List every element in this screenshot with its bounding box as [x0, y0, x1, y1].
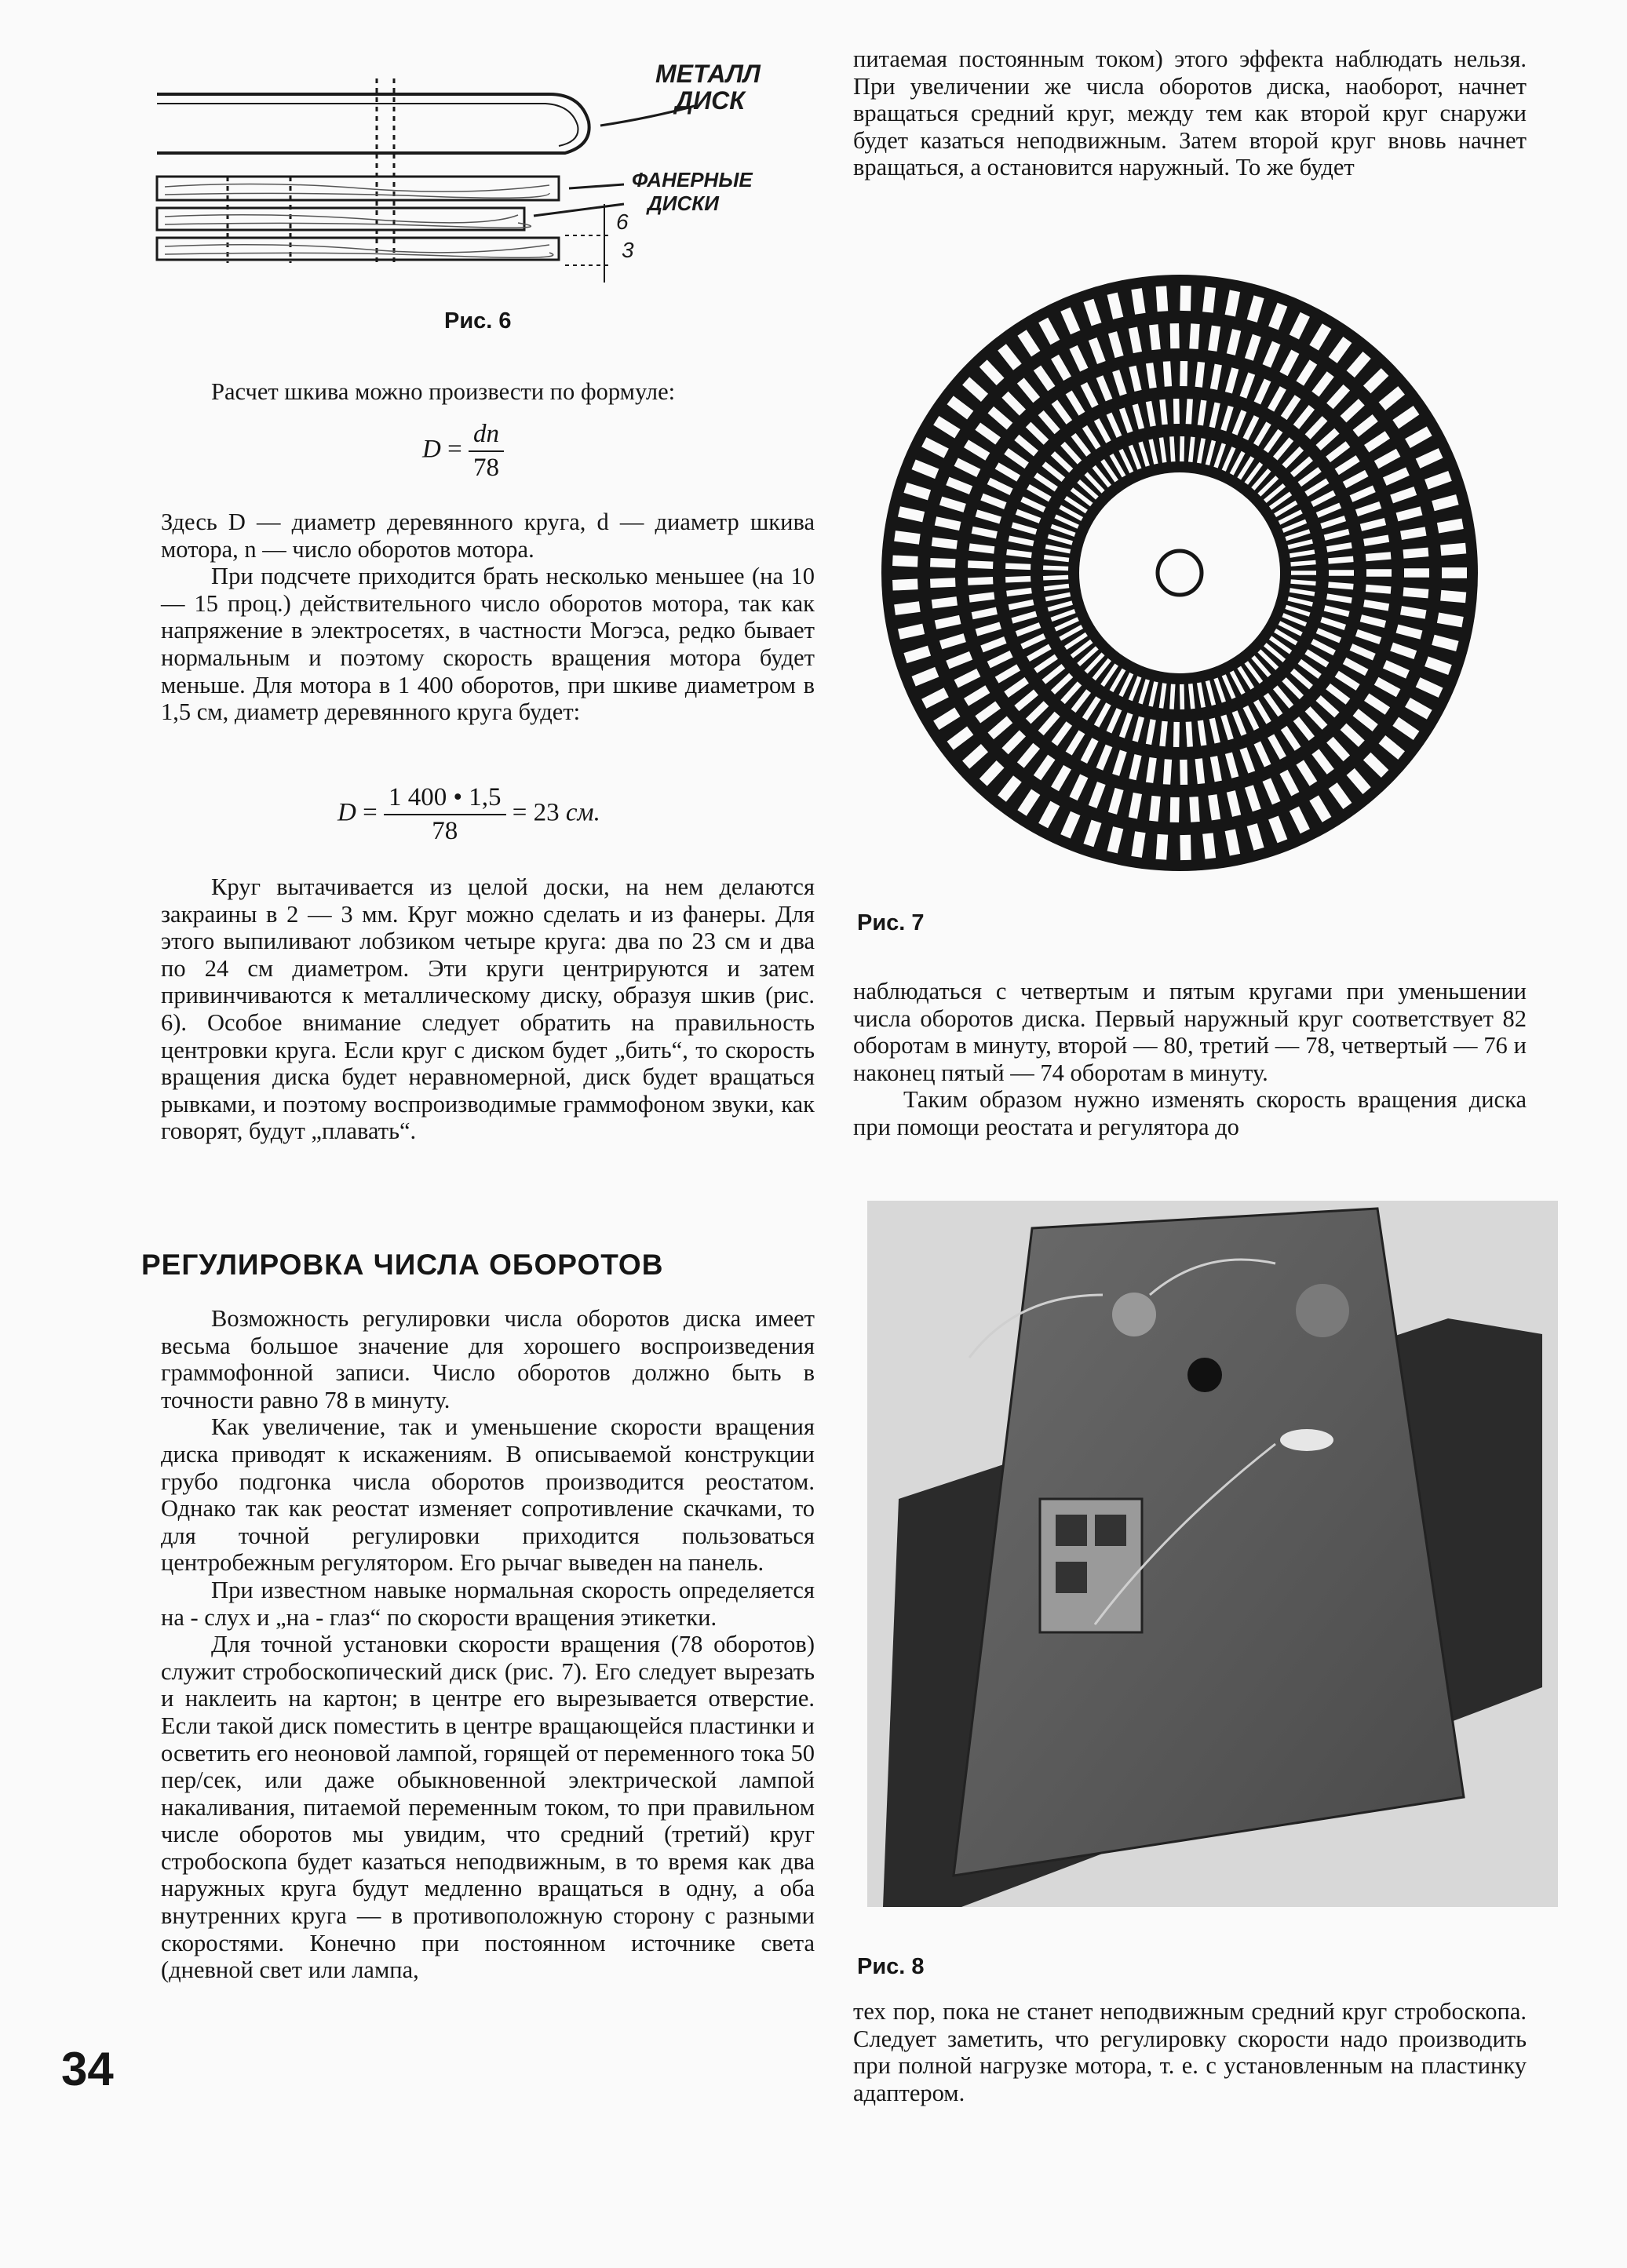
strobe-mark — [1213, 326, 1217, 351]
strobe-mark — [968, 564, 993, 565]
strobe-mark — [1198, 759, 1201, 784]
strobe-mark — [1150, 758, 1154, 783]
strobe-mark — [1200, 400, 1203, 425]
fig6-label-metal-disk: МЕТАЛЛ ДИСК — [655, 60, 761, 115]
strobe-mark — [1401, 531, 1426, 535]
right-column-bottom — [853, 1998, 1527, 2106]
strobe-mark — [1328, 585, 1353, 587]
strobe-mark — [1172, 436, 1173, 461]
strobe-mark — [1089, 822, 1096, 845]
strobe-mark — [1133, 793, 1137, 818]
strobe-mark — [1007, 552, 1032, 556]
strobe-mark — [1185, 835, 1186, 860]
strobe-mark — [1441, 596, 1466, 598]
strobe-mark — [1007, 591, 1032, 594]
strobe-mark — [1176, 399, 1177, 424]
strobe-mark — [1208, 833, 1210, 859]
right-column-mid — [853, 978, 1527, 1141]
strobe-mark — [1182, 684, 1183, 709]
strobe-mark — [892, 584, 917, 585]
paragraph-right-top: питаемая постоянным током) этого эффекта наблюдать нельзя. При увеличении же числа оборотов диска, наоборот, начнет вращаться средний круг, между тем как второй круг снаружи будет казаться неподвижным. Затем второй круг вновь начнет вращаться, а остановится наружный. То же будет — [853, 46, 1527, 181]
strobe-mark — [1188, 399, 1190, 424]
strobe-mark — [1185, 286, 1186, 311]
strobe-mark — [1136, 832, 1140, 857]
strobe-mark — [1441, 549, 1466, 551]
left-column-top — [161, 378, 815, 406]
left-column-wheel — [161, 873, 815, 1145]
strobe-mark — [1208, 287, 1210, 312]
figure-8-photo-panel — [867, 1201, 1558, 1907]
fig6-dimension-b: 3 — [622, 238, 634, 262]
figure-8-caption: Рис. 8 — [857, 1954, 925, 1979]
strobe-mark — [972, 530, 997, 534]
figure-6-pulley-diagram — [141, 47, 808, 298]
paragraph-reg3: При известном навыке нормальная скорость определяется на - слух и „на - глаз“ по скорости вращения этикетки. — [161, 1576, 815, 1631]
page-number: 34 — [61, 2043, 114, 2095]
paragraph-explain: Здесь D — диаметр деревянного круга, d — диаметр шкива мотора, n — число оборотов мотора. — [161, 509, 815, 563]
fig8-regulator-block — [1040, 1499, 1142, 1632]
strobe-mark — [1191, 684, 1193, 709]
strobe-mark — [1089, 301, 1096, 324]
strobe-mark — [968, 581, 993, 582]
right-column-top — [853, 46, 1527, 181]
strobe-mark — [1166, 760, 1168, 785]
strobe-mark — [1161, 834, 1162, 859]
strobe-center-area — [1079, 472, 1280, 673]
paragraph-reg4: Для точной установки скорости вращения (78 оборотов) служит стробоскопический диск (рис. 7). Его следует вырезать и наклеить на картон; в центре его вырезывается отверстие. Если такой диск поместить в центре вращающейся пластинки и осветить его неоновой лампой, горящей от переменного тока 50 пер/сек, или даже обыкновенной электрической лампой накаливания, питаемой переменным током, то при правильном числе оборотов мы увидим, что средний (третий) круг стробоскопа будет казаться неподвижным, в то время как два наружных круга будут медленно вращаться в одну, а оба внутренних круга — в противоположную сторону с разными скоростями. Конечно при постоянном источнике света (дневной свет или лампа, — [161, 1631, 815, 1984]
figure-6-caption: Рис. 6 — [444, 308, 512, 334]
strobe-mark — [1172, 684, 1173, 709]
fig8-knob — [1112, 1293, 1156, 1336]
figure-7-stroboscopic-disk — [874, 267, 1486, 879]
strobe-mark — [1200, 720, 1203, 746]
strobe-mark — [1366, 588, 1391, 590]
strobe-mark — [1397, 629, 1421, 635]
strobe-mark — [899, 629, 923, 634]
strobe-mark — [1043, 567, 1068, 568]
strobe-mark — [1433, 640, 1457, 646]
strobe-mark — [1252, 297, 1259, 321]
strobe-mark — [1327, 596, 1352, 600]
strobe-mark — [1188, 722, 1190, 747]
strobe-mark — [1182, 436, 1183, 461]
strobe-mark — [1044, 557, 1069, 560]
strobe-mark — [969, 547, 994, 550]
strobe-mark — [1133, 328, 1137, 352]
strobe-mark — [932, 601, 958, 604]
strobe-mark — [1194, 324, 1195, 349]
strobe-mark — [1231, 330, 1236, 354]
paragraph-reg2: Как увеличение, так и уменьшение скорости вращения диска приводят к искажениям. В описываемой конструкции грубо подгонка числа оборотов производится реостатом. Однако так как реостат изменяет сопротивление скачками, то для точной регулировки приходится пользоваться центробежным регулятором. Его рычаг выведен на панель. — [161, 1413, 815, 1577]
formula-intro: Расчет шкива можно произвести по формуле: — [211, 378, 676, 405]
strobe-mark — [1327, 545, 1352, 549]
strobe-mark — [972, 611, 997, 615]
paragraph-calc: При подсчете приходится брать несколько меньшее (на 10 — 15 проц.) действительного число оборотов мотора, так как напряжение в электросетях, в частности Могэса, редко бывает нормальным и поэтому скорость вращения мотора будет меньше. Для мотора в 1 400 оборотов, при шкиве диаметром в 1,5 см, диаметр деревянного круга будет: — [161, 563, 815, 726]
strobe-mark — [1252, 825, 1259, 849]
strobe-mark — [1230, 291, 1235, 315]
strobe-mark — [1174, 323, 1175, 348]
strobe-mark — [1433, 500, 1457, 506]
strobe-mark — [1198, 362, 1201, 387]
figure-7-caption: Рис. 7 — [857, 910, 925, 935]
strobe-mark — [1230, 830, 1235, 855]
strobe-mark — [936, 619, 960, 625]
fig6-label-plywood-disks: ФАНЕРНЫЕ ДИСКИ — [632, 168, 753, 215]
strobe-mark — [1154, 325, 1156, 350]
formula-pulley-numeric: D = $\frac{1 400 • 1,5}{78}$ = 23 см. — [337, 783, 600, 845]
strobe-mark — [1191, 437, 1193, 462]
strobe-mark — [1213, 365, 1218, 389]
strobe-mark — [1136, 289, 1140, 314]
section-title: РЕГУЛИРОВКА ЧИСЛА ОБОРОТОВ — [141, 1249, 664, 1281]
paragraph-right-mid: наблюдаться с четвертым и пятым кругами при уменьшении числа оборотов диска. Первый наружный круг соответствует 82 оборотам в минуту, второй — 80, третий — 78, четвертый — 76 и наконец пятый — 74 оборотам в минуту. — [853, 978, 1527, 1086]
strobe-mark — [1401, 611, 1426, 614]
strobe-mark — [1213, 757, 1218, 781]
strobe-mark — [932, 541, 958, 545]
strobe-mark — [1154, 796, 1156, 821]
strobe-mark — [1291, 582, 1316, 583]
strobe-mark — [1044, 585, 1069, 589]
strobe-mark — [1403, 552, 1428, 554]
paragraph-right-bottom: тех пор, пока не станет неподвижным средний круг стробоскопа. Следует заметить, что регулировку скорости надо производить при полной нагрузке мотора, т. е. с установленным на пластинку адаптером. — [853, 1998, 1527, 2106]
strobe-mark — [892, 560, 917, 561]
strobe-mark — [1364, 603, 1389, 607]
strobe-mark — [905, 487, 929, 495]
strobe-mark — [1213, 795, 1217, 820]
strobe-mark — [1403, 592, 1428, 594]
strobe-mark — [1366, 556, 1391, 558]
paragraph-reg1: Возможность регулировки числа оборотов диска имеет весьма большое значение для хорошего воспроизведения граммофонной записи. Число оборотов должно быть в точности равно 78 в минуту. — [161, 1305, 815, 1413]
strobe-mark — [895, 536, 920, 539]
strobe-mark — [899, 512, 923, 517]
paragraph-wheel: Круг вытачивается из целой доски, на нем делаются закраины в 2 — 3 мм. Круг можно сделать и из фанеры. Для этого выпиливают лобзиком четыре круга: два по 23 см и два по 24 см диаметром. Эти круги центрируются и затем привинчиваются к металлическому диску, образуя шкив (рис. 6). Особое внимание следует обратить на правильность центровки круга. Если круг с диском будет „бить“, то скорость вращения диска будет неравномерной, диск будет вращаться рывками, и поэтому воспроизводимые граммофоном звуки, как говорят, будут „плавать“. — [161, 873, 815, 1145]
strobe-mark — [969, 596, 994, 599]
left-column-mid — [161, 509, 815, 726]
strobe-mark — [1166, 362, 1168, 387]
left-column-regulation — [161, 1305, 815, 1984]
strobe-mark — [1174, 797, 1175, 822]
strobe-mark — [936, 521, 960, 527]
paragraph-right-mid2: Таким образом нужно изменять скорость вращения диска при помощи реостата и регулятора до — [853, 1086, 1527, 1140]
strobe-mark — [1162, 399, 1165, 425]
strobe-mark — [1161, 286, 1162, 312]
strobe-mark — [1438, 618, 1463, 622]
fig6-dimension-a: 6 — [616, 210, 629, 234]
formula-pulley-general: D = $\frac{dn}{78}$ — [422, 420, 504, 483]
strobe-mark — [905, 651, 929, 658]
strobe-mark — [1328, 559, 1353, 561]
strobe-mark — [1176, 722, 1177, 747]
strobe-mark — [930, 582, 955, 583]
strobe-mark — [1364, 538, 1389, 542]
strobe-mark — [1397, 511, 1421, 517]
strobe-mark — [1005, 566, 1031, 567]
strobe-mark — [1231, 791, 1236, 815]
strobe-mark — [895, 607, 920, 610]
strobe-mark — [1005, 579, 1031, 580]
strobe-mark — [1291, 563, 1316, 564]
fig8-socket — [1187, 1358, 1222, 1392]
strobe-mark — [1438, 523, 1463, 527]
strobe-mark — [1150, 363, 1154, 388]
strobe-mark — [1112, 828, 1118, 852]
strobe-mark — [1194, 797, 1195, 822]
strobe-mark — [1162, 721, 1165, 746]
strobe-mark — [1112, 294, 1118, 318]
